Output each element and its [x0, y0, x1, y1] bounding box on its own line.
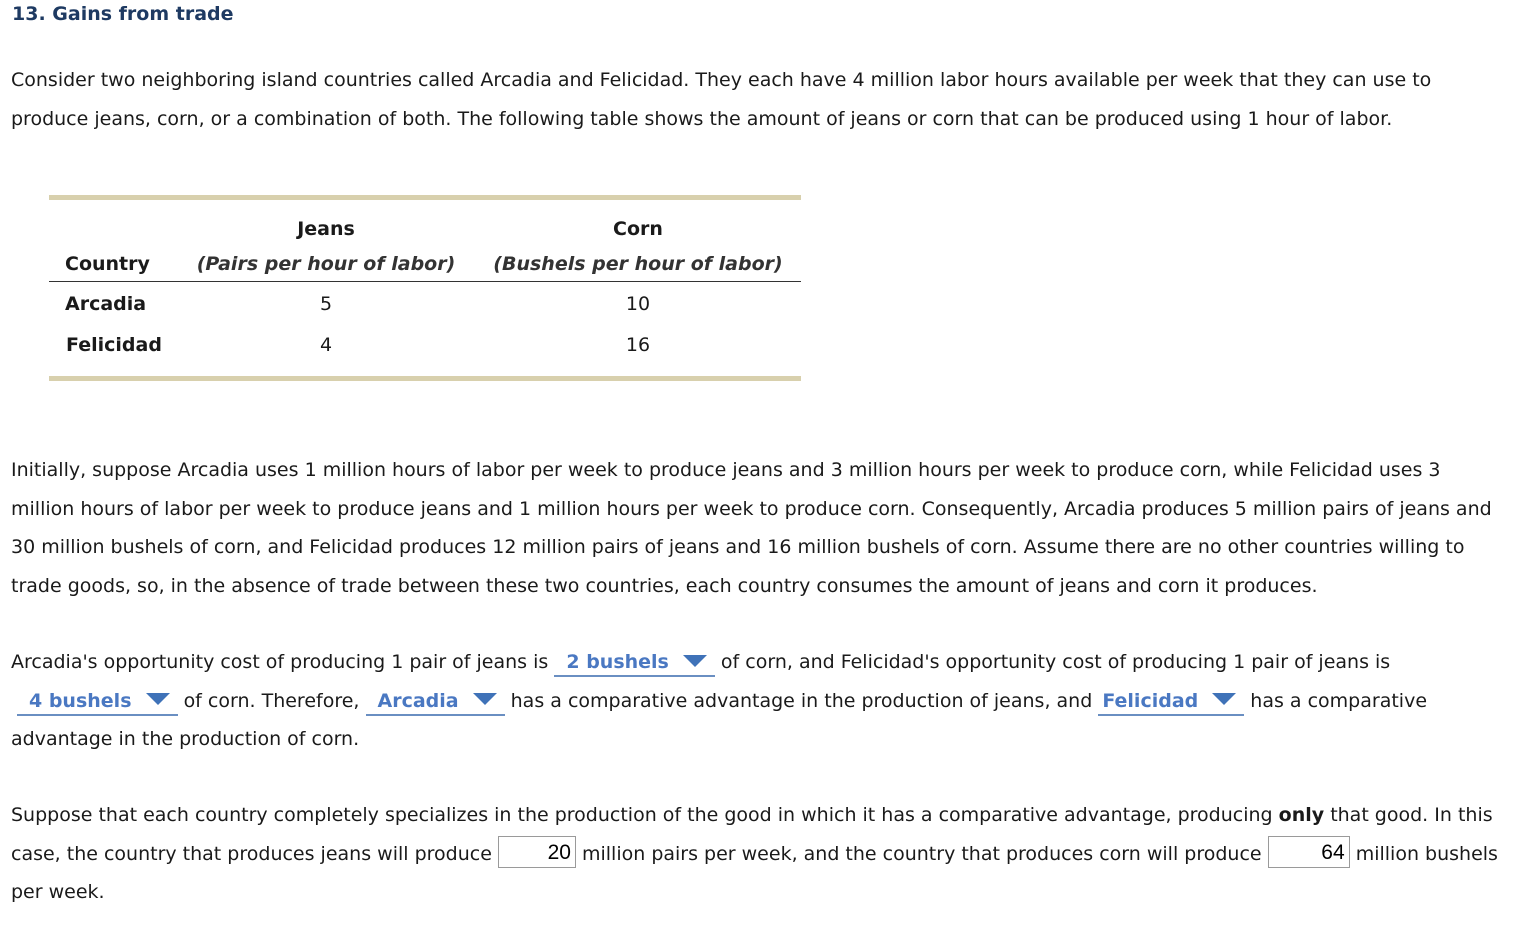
jeans-quantity-input[interactable]: 20 [498, 836, 576, 868]
caret-down-icon [1212, 693, 1236, 705]
caret-down-icon [683, 655, 707, 667]
row-felicidad-corn: 16 [625, 334, 651, 356]
productivity-table [49, 195, 801, 381]
header-rule [49, 281, 801, 282]
opp-text-4: has a comparative advantage in the production of jeans, and [510, 689, 1093, 712]
dropdown-value: Arcadia [377, 689, 459, 712]
arcadia-opportunity-cost-dropdown[interactable] [554, 649, 715, 677]
spec-text-2: that good. In this case, the country that produces jeans will produce [11, 804, 1493, 865]
opp-text-2: of corn, and Felicidad's opportunity cost of producing 1 pair of jeans is [720, 651, 1391, 673]
intro-paragraph: Consider two neighboring island countries called Arcadia and Felicidad. They each have 4 million labor hours available per week that they can use to produce jeans, corn, or a combination of both. The following table shows the amount of jeans or corn that can be produced using 1 hour of labor. [11, 69, 1432, 130]
spec-text-3: million pairs per week, and the country that produces corn will produce [581, 842, 1262, 865]
header-country: Country [65, 253, 150, 275]
spec-text-1: Suppose that each country completely specializes in the production of the good in which it has a comparative advantage, producing [11, 804, 1273, 826]
spec-text-4: million bushels per week. [11, 842, 1498, 903]
initial-allocation-paragraph: Initially, suppose Arcadia uses 1 million hours of labor per week to produce jeans and 3 million hours per week to produce corn, while Felicidad uses 3 million hours of labor per week to produce jeans and 1 million hours per week to produce corn. Consequently, Arcadia produces 5 million pairs of jeans and 30 million bushels of corn, and Felicidad produces 12 million pairs of jeans and 16 million bushels of corn. Assume there are no other countries willing to trade goods, so, in the absence of trade between these two countries, each country consumes the amount of jeans and corn it produces. [11, 459, 1492, 597]
header-corn: Corn [613, 218, 663, 240]
row-arcadia-corn: 10 [625, 293, 651, 315]
corn-quantity-input[interactable]: 64 [1268, 836, 1350, 868]
felicidad-opportunity-cost-dropdown[interactable] [17, 688, 178, 716]
dropdown-value: 4 bushels [29, 689, 132, 712]
dropdown-value: 2 bushels [566, 651, 669, 673]
spec-bold-only: only [1278, 804, 1325, 826]
caret-down-icon [146, 693, 170, 705]
specialization-paragraph [11, 796, 1506, 912]
opp-text-3: of corn. Therefore, [183, 689, 360, 712]
dropdown-value: Felicidad [1102, 689, 1199, 712]
header-jeans-unit: (Pairs per hour of labor) [196, 253, 456, 275]
opp-text-5: has a comparative advantage in the production of corn. [11, 689, 1428, 750]
jeans-advantage-dropdown[interactable] [366, 688, 505, 716]
caret-down-icon [473, 693, 497, 705]
opportunity-cost-paragraph [11, 643, 1506, 759]
corn-advantage-dropdown[interactable] [1098, 688, 1244, 716]
row-felicidad-country: Felicidad [66, 334, 162, 356]
header-corn-unit: (Bushels per hour of labor) [493, 253, 783, 275]
row-arcadia-country: Arcadia [65, 293, 147, 315]
question-title: 13. Gains from trade [12, 3, 234, 25]
header-jeans: Jeans [297, 218, 355, 240]
opp-text-1: Arcadia's opportunity cost of producing 1 pair of jeans is [11, 651, 549, 673]
row-arcadia-jeans: 5 [319, 293, 333, 315]
row-felicidad-jeans: 4 [319, 334, 333, 356]
